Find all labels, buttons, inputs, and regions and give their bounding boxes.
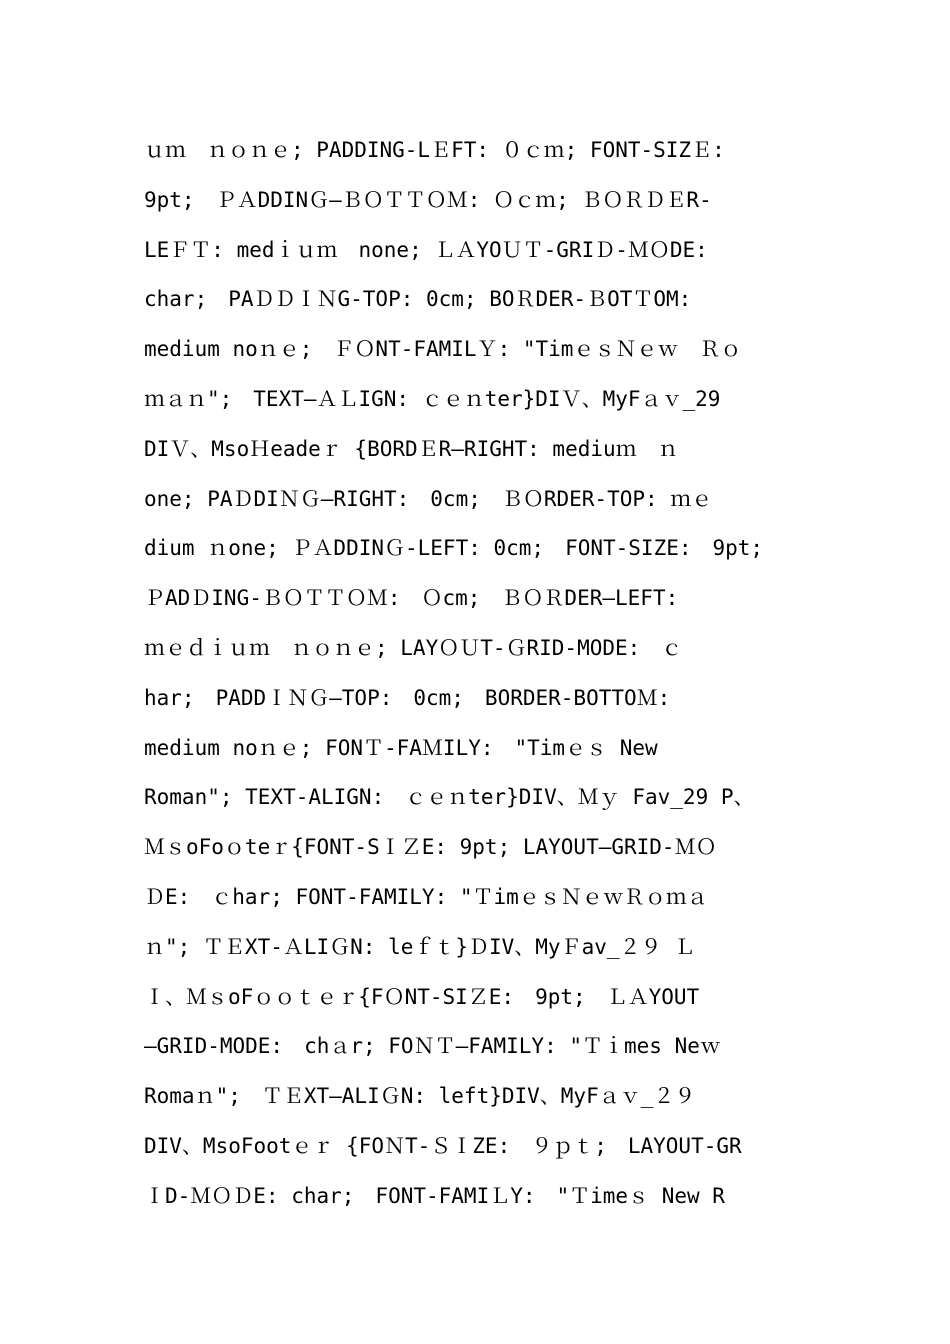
text-line-1: ｕｍ ｎｏｎｅ; PADDING-LＥFT: ０ｃｍ; FONT-SIZＥ: [144, 138, 725, 162]
text-line-14: Roman"; TEXT-ALIGN: ｃｅｎter}DIV、Ｍｙ Fav_29 P、 [144, 785, 755, 810]
text-line-13: medium noｎｅ; FONＴ-FAＭILY: "Timｅｓ New [144, 735, 658, 760]
text-line-22: ＩD-ＭＯＤE: char; FONT-FAMIＬY: "Ｔimeｓ New R [144, 1183, 725, 1208]
text-line-7: DIＶ、MsoＨeadeｒ {BORDＥR—RIGHT: mediuｍ ｎ [144, 436, 679, 461]
text-line-4: char; PAＤＤＩＮG-TOP: 0cm; BOＲDER-ＢOTＴOM: [144, 287, 692, 312]
text-line-16: ＤE: ｃhar; FONT-FAMILY: "ＴimｅｓＮｅｗＲｏｍａ [144, 884, 708, 909]
text-line-10: ＰADＤING-ＢＯＴＴＯＭ: Ｏcm; ＢＯＲDER—LEFT: [144, 586, 679, 611]
text-line-18: Ｉ、ＭｓoFｏｏｔｅｒ{FＯNT-SIＺE: 9pt; ＬＡYOUT [144, 984, 700, 1009]
text-line-6: ｍａｎ"; TEXT—ＡＬIGN: ｃｅｎter}DIＶ、MyFａｖ_29 [144, 386, 721, 411]
text-line-17: ｎ"; ＴＥXT-ＡLIＧN: leｆｔ}ＤIV、MyＦav_２９ Ｌ [144, 934, 696, 959]
document-body-text [144, 133, 814, 1229]
text-line-21: DIV、MsoFootｅｒ {FOＮT-ＳＩZE: ９ｐｔ; LAYOUT-GR [144, 1133, 742, 1158]
text-line-20: Romaｎ"; ＴＥXT—ALIＧN: left}DIV、MyFａｖ_２９ [144, 1084, 696, 1109]
text-line-12: har; PADDＩＮＧ—TOP: 0cm; BORDER-BOTTOＭ: [144, 685, 671, 710]
text-line-19: —GRID-MODE: chａr; FOＮＴ—FAMILY: "Ｔｉmes Neｗ [144, 1034, 721, 1059]
text-line-3: LEＦＴ: medｉｕｍ none; ＬＡYOＵＴ-GRIＤ-ＭＯDE: [144, 237, 708, 262]
text-line-9: dium ｎone; ＰＡDDINＧ-LEFT: 0cm; FONT-SIZE: 9pt; [144, 536, 764, 561]
text-line-11: ｍｅｄｉｕｍ ｎｏｎｅ; LAYＯＵT-ＧRID-MODE: ｃ [144, 635, 683, 660]
text-line-8: one; PAＤDIＮＧ—RIGHT: 0cm; ＢＯRDER-TOP: ｍｅ [144, 486, 713, 511]
text-line-15: ＭｓoFoｏteｒ{FONT-SＩＺE: 9pt; LAYOUT—GRID-ＭＯ [144, 835, 717, 860]
text-line-2: 9pt; ＰＡDDINＧ—ＢＯＴＴＯＭ: Ｏｃｍ; ＢＯＲＤＥR- [144, 187, 712, 212]
text-line-5: medium noｎｅ; ＦＯNT-FAMILＹ: "TimｅｓＮｅｗ Ｒｏ [144, 337, 742, 362]
